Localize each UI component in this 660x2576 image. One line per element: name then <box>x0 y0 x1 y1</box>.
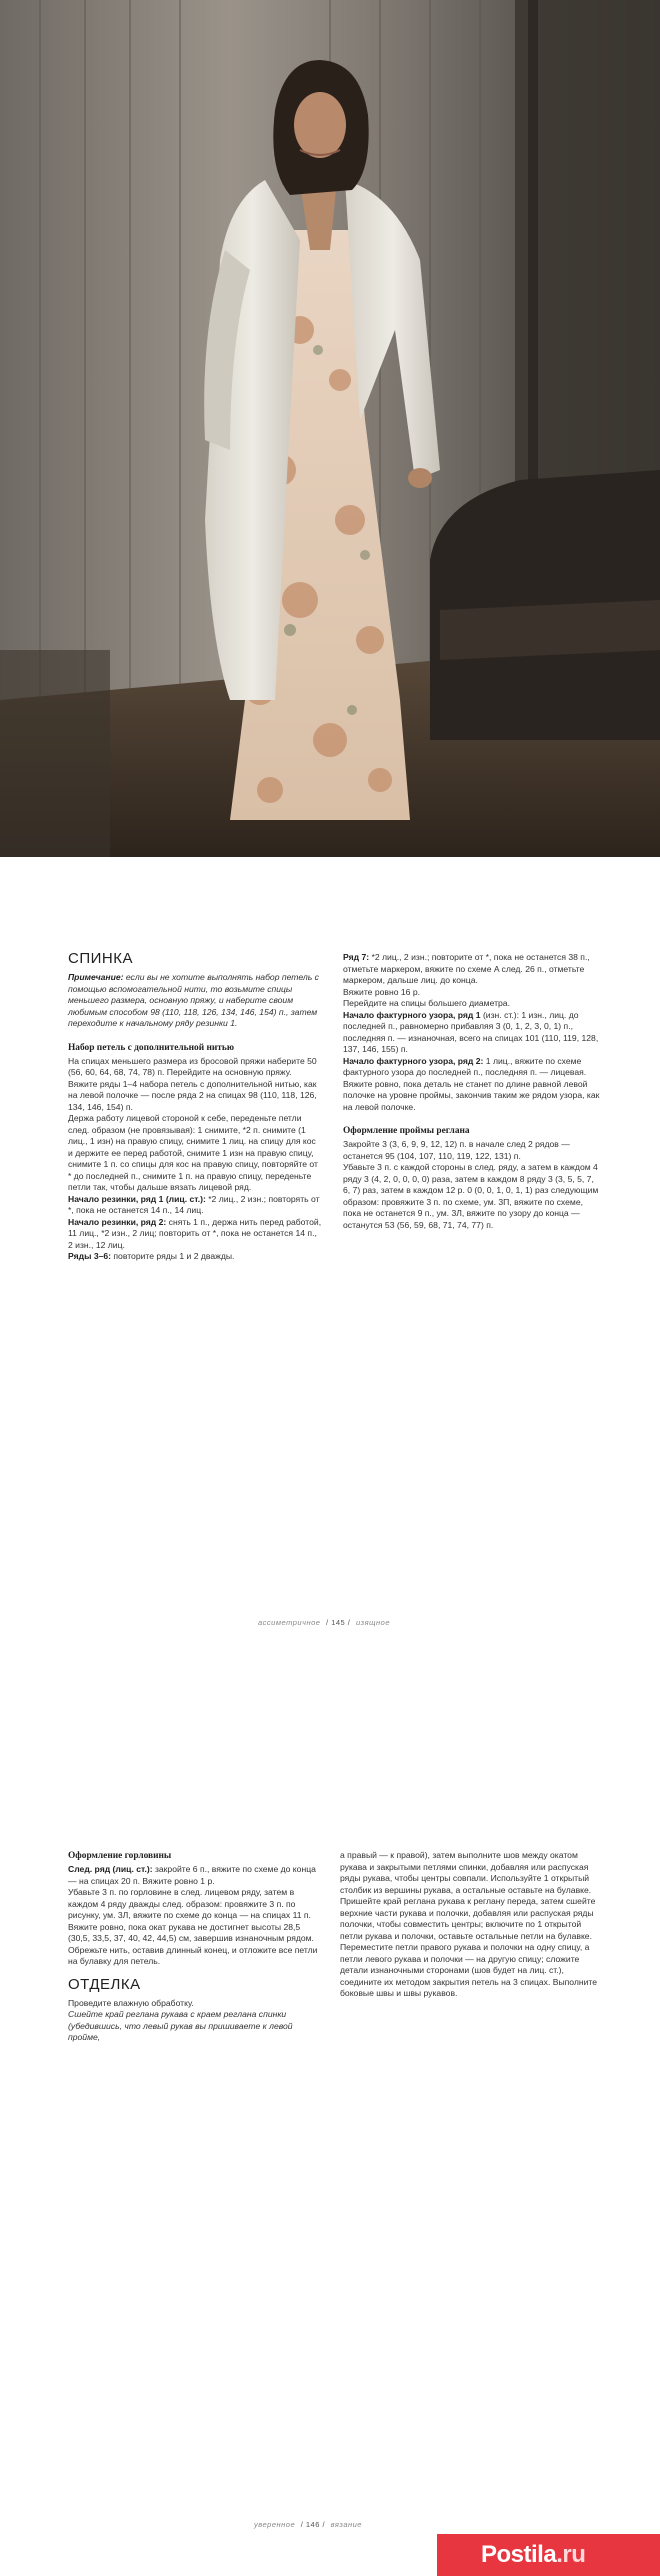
row-label: След. ряд (лиц. ст.): <box>68 1864 153 1874</box>
subheading-cast-on: Набор петель с дополнительной нитью <box>68 1042 234 1053</box>
paragraph: Закройте 3 (3, 6, 9, 9, 12, 12) п. в начале след 2 рядов — останется 95 (104, 107, 110, 119, 122, 131) п. <box>343 1139 570 1161</box>
page146-right-column <box>340 1850 598 2000</box>
page145-right-column <box>343 952 601 1231</box>
note-paragraph <box>68 972 323 1030</box>
row-text: *2 лиц., 2 изн.; повторять от *, пока не останется 14 п., 14 лиц. <box>68 1193 320 1215</box>
paragraph <box>68 1217 323 1252</box>
row-label: Ряды 3–6: <box>68 1251 112 1261</box>
row-text: снять 1 п., держа нить перед работой, 11 лиц., *2 изн., 2 лиц; повторить от *, пока не останется 14 п., 2 изн., 12 лиц. <box>68 1216 322 1250</box>
paragraph <box>343 1056 601 1079</box>
page145-footer <box>258 1618 390 1627</box>
footer-right-word: изящное <box>355 1618 391 1627</box>
section-heading-spinka: СПИНКА <box>68 950 133 967</box>
paragraph: Убавьте 3 п. по горловине в след. лицевом ряду, затем в каждом 4 ряду дважды след. образом: провяжите 3 п. по рисунку, ум. 3Л, вяжите по схеме до конца — на спицах 11 п. <box>68 1887 311 1920</box>
subheading-neckline: Оформление горловины <box>68 1851 172 1861</box>
paragraph: Вяжите ровно, пока окат рукава не достигнет высоты 28,5 (30,5, 33,5, 37, 40, 42, 44,5) см, завершив изнаночным рядом. Обрежьте нить, оставив длинный конец, и отложите все петли на булавку для петель. <box>68 1921 318 1966</box>
page146-left-column <box>68 1850 321 2044</box>
row-text: *2 лиц., 2 изн.; повторите от *, пока не останется 38 п., отметьте маркером, вяжите по схеме A след. 26 п., отметьте маркером, дальше лиц. до конца. <box>343 952 590 985</box>
paragraph: Перейдите на спицы большего диаметра. <box>343 998 510 1008</box>
note-text: если вы не хотите выполнять набор петель с помощью вспомогательной нити, то возьмите спицы меньшего размера, основную пряжу, и наберите своим любимым способом 98 (110, 118, 126, 134, 146, 154) п., затем переходите к начальному ряду резинки 1. <box>68 972 319 1028</box>
photo-illustration <box>0 0 660 857</box>
section-heading-otdelka: ОТДЕЛКА <box>68 1975 141 1993</box>
subheading-raglan: Оформление проймы реглана <box>343 1126 470 1136</box>
postila-logo[interactable]: Postila.ru <box>481 2541 586 2568</box>
row-label: Начало резинки, ряд 2: <box>68 1216 167 1227</box>
hero-photo <box>0 0 660 857</box>
row-text: (изн. ст.): 1 изн., лиц. до последней п., равномерно прибавляя 3 (0, 1, 2, 3, 0, 1) п., последняя п. — изнаночная, всего на спицах 101 (110, 119, 128, 137, 146, 155) п. <box>343 1009 599 1054</box>
paragraph: Вяжите ровно, пока деталь не станет по длине равной левой полочке на уровне проймы, закончив таким же рядом узора, как на левой полочке. <box>343 1078 600 1112</box>
row-label: Начало фактурного узора, ряд 1 <box>343 1009 481 1020</box>
paragraph <box>68 1194 323 1217</box>
paragraph: Держа работу лицевой стороной к себе, переденьте петли след. образом (не провязывая): 1 снимите, *2 п. снимите (1 лиц., 1 изн) на правую спицу, снимите 1 лиц. на спицу для кос и держите ее перед работой, снимите 1 изн на правую спицу, снимите 1 п. со спицы для кос на правую спицу, повторяйте от * до последней п., снимите 1 п. на правую спицу, переденьте петли так, чтобы дальше вязать лицевой ряд. <box>68 1113 318 1192</box>
paragraph: Убавьте 3 п. с каждой стороны в след. ряду, а затем в каждом 4 ряду 3 (4, 2, 0, 0, 0, 0) раза, затем в каждом 8 ряду 3 (3, 5, 5, 7, 6, 7) раз, затем в каждом 12 р. 0 (0, 0, 1, 0, 1, 1) раз следующим образом: провяжите 3 п. по схеме, ум. 3П, вяжите по схеме, пока не останется 9 п., ум. 3Л, вяжите по узору до конца — останутся 53 (56, 59, 68, 71, 74, 77) п. <box>343 1162 599 1230</box>
row-label: Ряд 7: <box>343 952 370 962</box>
paragraph <box>343 952 601 987</box>
page-number: / 146 / <box>300 2520 326 2529</box>
page145-left-column <box>68 950 323 1263</box>
paragraph: На спицах меньшего размера из бросовой пряжи наберите 50 (56, 60, 64, 68, 74, 78) п. Перейдите на основную пряжу. <box>68 1055 317 1077</box>
paragraph: а правый — к правой), затем выполните шов между окатом рукава и закрытыми петлями спинки, добавляя или распуская ряды рукава, чтобы центры совпали. Используйте 1 открытый столбик из вершины рукава, а остальные оставьте на булавке. Пришейте край реглана рукава к реглану переда, затем сшейте верхние части рукава и полочки, добавляя или распуская ряды полочки, чтобы совместить центры; включите по 1 открытой петли рукава и полочки, оставьте остальные петли на булавке. Переместите петли правого рукава и полочки на одну спицу, а петли левого рукава и полочки — на другую спицу; сложите детали изнаночными сторонами (шов будет на лиц. ст.), соедините их методом закрытия петель на 3 спицах. Выполните боковые швы и швы рукавов. <box>340 1850 598 1998</box>
row-label: Начало резинки, ряд 1 (лиц. ст.): <box>68 1193 206 1204</box>
note-label: Примечание: <box>68 972 126 982</box>
postila-banner[interactable] <box>437 2534 660 2576</box>
paragraph <box>68 1251 323 1263</box>
row-text: закройте 6 п., вяжите по схеме до конца — на спицах 20 п. Вяжите ровно 1 р. <box>68 1864 316 1886</box>
row-text: 1 лиц., вяжите по схеме фактурного узора до последней п., последняя п. — лицевая. <box>343 1055 587 1077</box>
paragraph: Сшейте край реглана рукава с краем реглана спинки (убедившись, что левый рукав вы пришиваете к левой пройме, <box>68 2009 293 2042</box>
paragraph: Вяжите ровно 16 р. <box>343 986 420 997</box>
paragraph <box>68 1864 321 1887</box>
page146-footer <box>254 2520 362 2529</box>
row-text: повторите ряды 1 и 2 дважды. <box>111 1251 235 1261</box>
paragraph: Проведите влажную обработку. <box>68 1997 194 2008</box>
paragraph: Вяжите ряды 1–4 набора петель с дополнительной нитью, как на левой полочке — после ряда 2 на спицах 98 (110, 118, 126, 134, 146, 154) п. <box>68 1078 317 1112</box>
footer-right-word: вязание <box>330 2520 362 2529</box>
paragraph <box>343 1010 601 1056</box>
footer-left-word: ассиметричное <box>258 1618 321 1627</box>
page-number: / 145 / <box>326 1618 351 1627</box>
row-label: Начало фактурного узора, ряд 2: <box>343 1055 484 1066</box>
footer-left-word: уверенное <box>254 2520 296 2529</box>
